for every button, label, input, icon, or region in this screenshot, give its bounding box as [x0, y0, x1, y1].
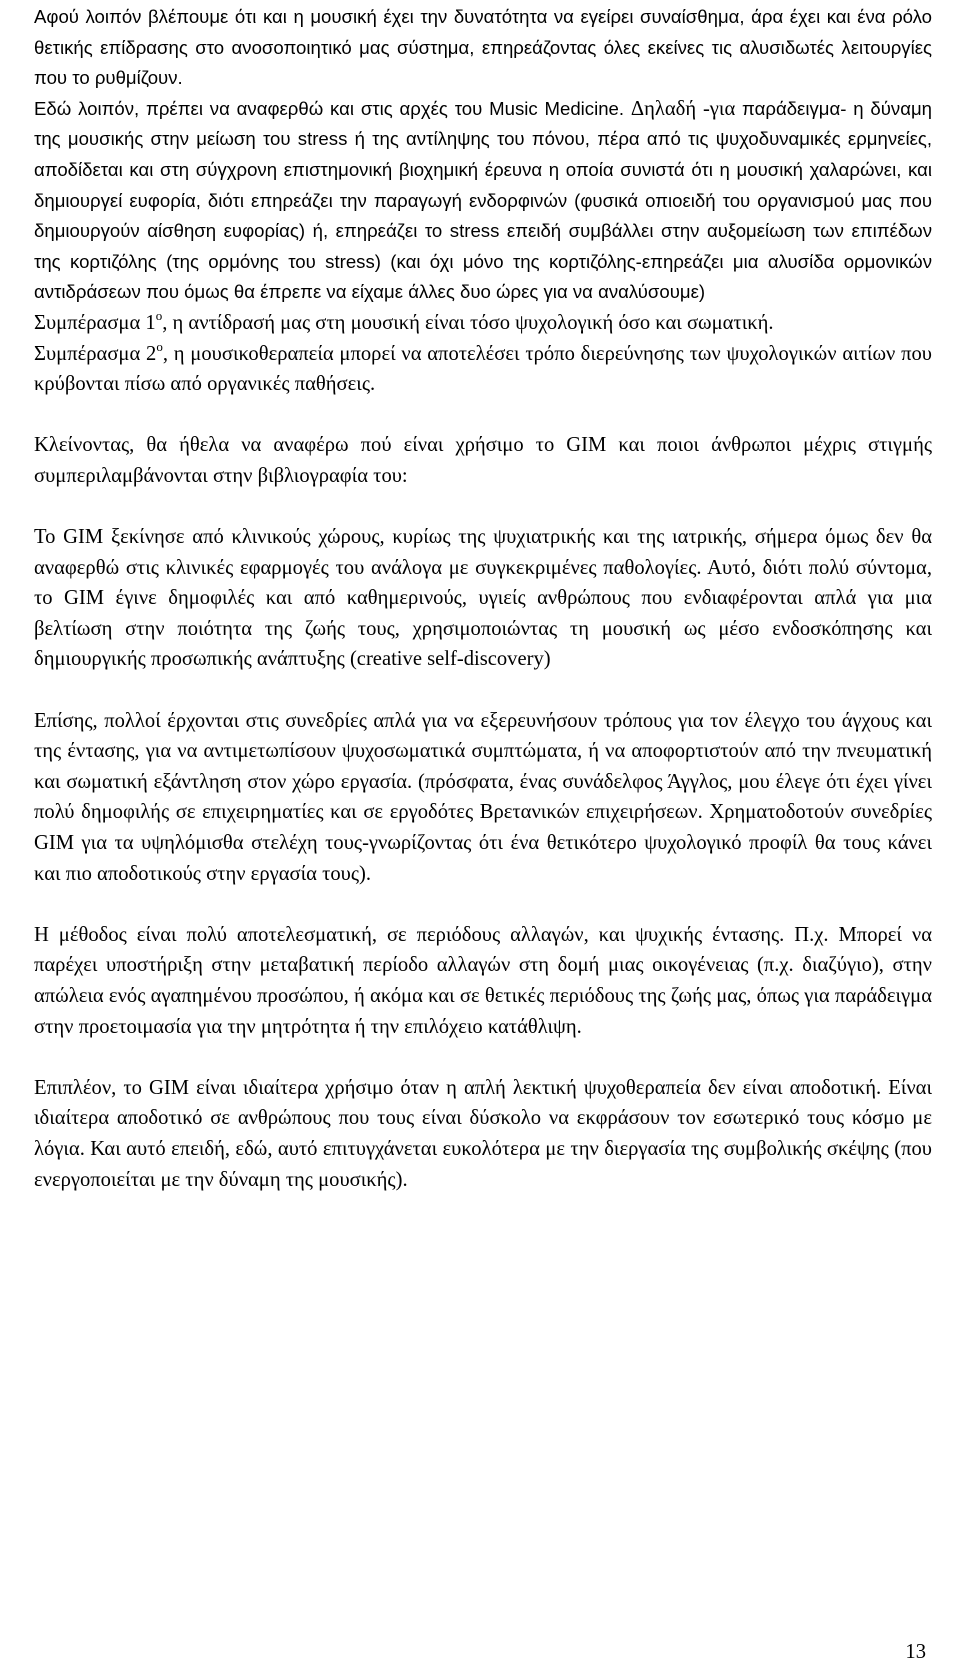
page-number: 13: [905, 1641, 926, 1663]
paragraph-gim-origins: To GIM ξεκίνησε από κλινικούς χώρους, κυρίως της ψυχιατρικής και της ιατρικής, σήμερα όμως δεν θα αναφερθώ στις κλινικές εφαρμογές του ανάλογα με συγκεκριμένες παθολογίες. Αυτό, διότι πολύ σύντομα, το GIM έγινε δημοφιλές και από καθημερινούς, υγιείς ανθρώπους που ενδιαφέρονται απλά για μια βελτίωση στην ποιότητα της ζωής τους, χρησιμοποιώντας τη μουσική ως μέσο ενδοσκόπησης και δημιουργικής προσωπικής ανάπτυξης (creative self-discovery): [34, 526, 932, 671]
paragraph-gim-verbal-therapy: Επιπλέον, το GIM είναι ιδιαίτερα χρήσιμο όταν η απλή λεκτική ψυχοθεραπεία δεν είναι αποδοτική. Είναι ιδιαίτερα αποδοτικό σε ανθρώπους που τους είναι δύσκολο να εκφράσουν τον εσωτερικό τους κόσμο με λόγια. Και αυτό επειδή, εδώ, αυτό επιτυγχάνεται ευκολότερα με την διεργασία της συμβολικής σκέψης (που ενεργοποιείται με την δύναμη της μουσικής).: [34, 1076, 932, 1191]
conclusion-two: [34, 339, 932, 400]
music-medicine-lead: Δηλαδή -για: [624, 97, 743, 120]
paragraph-gim-sessions: Επίσης, πολλοί έρχονται στις συνεδρίες απλά για να εξερευνήσουν τρόπους για τον έλεγχο του άγχους και της έντασης, για να αντιμετωπίσουν ψυχοσωματικά συμπτώματα, ή να αποφορτιστούν από την πνευματική και σωματική εξάντληση στον χώρο εργασία. (πρόσφατα, ένας συνάδελφος Άγγλος, μου έλεγε ότι έχει γίνει πολύ δημοφιλής σε επιχειρηματίες και σε εργοδότες Βρετανικών επιχειρήσεων. Χρηματοδοτούν συνεδρίες GIM για τα υψηλόμισθα στελέχη τους-γνωρίζοντας ότι ένα θετικότερο ψυχολογικό προφίλ θα τους κάνει και πιο αποδοτικούς στην εργασία τους).: [34, 709, 932, 885]
conclusion-one: [34, 308, 932, 339]
conclusion-one-label: Συμπέρασμα 1: [34, 311, 156, 334]
conclusion-one-ordinal: ο: [155, 307, 163, 323]
paragraph-music-emotion: Αφού λοιπόν βλέπουμε ότι και η μουσική έχει την δυνατότητα να εγείρει συναίσθημα, άρα έχει και ένα ρόλο θετικής επίδρασης στο ανοσοποιητικό μας σύστημα, επηρεάζοντας όλες εκείνες τις αλυσιδωτές λειτουργίες που το ρυθμίζουν.: [34, 6, 932, 89]
document-body: [34, 2, 932, 1195]
music-medicine-intro: Εδώ λοιπόν, πρέπει να αναφερθώ και στις αρχές του Music Medicine.: [34, 97, 625, 119]
conclusion-two-label: Συμπέρασμα 2: [34, 342, 157, 365]
paragraph-gim-usefulness: Κλείνοντας, θα ήθελα να αναφέρω πού είναι χρήσιμο το GIM και ποιοι άνθρωποι μέχρις στιγμής συμπεριλαμβάνονται στην βιβλιογραφία του:: [34, 434, 932, 487]
conclusion-two-text: , η μουσικοθεραπεία μπορεί να αποτελέσει τρόπο διερεύνησης των ψυχολογικών αιτίων που κρύβονται πίσω από οργανικές παθήσεις.: [34, 342, 932, 396]
paragraph-gim-transitions: Η μέθοδος είναι πολύ αποτελεσματική, σε περιόδους αλλαγών, και ψυχικής έντασης. Π.χ. Μπορεί να παρέχει υποστήριξη στην μεταβατική περίοδο αλλαγών στη δομή μιας οικογένειας (π.χ. διαζύγιο), στην απώλεια ενός αγαπημένου προσώπου, ή ακόμα και σε θετικές περιόδους της ζωής μας, όπως για παράδειγμα στην προετοιμασία για την μητρότητα ή την επιλόχειο κατάθλιψη.: [34, 923, 932, 1038]
paragraph-music-medicine: [34, 94, 932, 308]
music-medicine-body: παράδειγμα- η δύναμη της μουσικής στην μείωση του stress ή της αντίληψης του πόνου, πέρα από τις ψυχοδυναμικές ερμηνείες, αποδίδεται και στη σύγχρονη επιστημονική βιοχημική έρευνα η οποία συνιστά ότι η μουσική χαλαρώνει, και δημιουργεί ευφορία, διότι επηρεάζει την παραγωγή ενδορφινών (φυσικά οπιοειδή του οργανισμού μας που δημιουργούν αίσθηση ευφορίας) ή, επηρεάζει το stress επειδή συμβάλλει στην αυξομείωση των επιπέδων της κορτιζόλης (της ορμόνης του stress) (και όχι μόνο της κορτιζόλης-επηρεάζει μια αλυσίδα ορμονικών αντιδράσεων που όμως θα έπρεπε να είχαμε άλλες δυο ώρες για να αναλύσουμε): [34, 97, 933, 303]
conclusion-one-text: , η αντίδρασή μας στη μουσική είναι τόσο ψυχολογική όσο και σωματική.: [162, 311, 774, 334]
conclusion-two-ordinal: ο: [156, 338, 163, 354]
